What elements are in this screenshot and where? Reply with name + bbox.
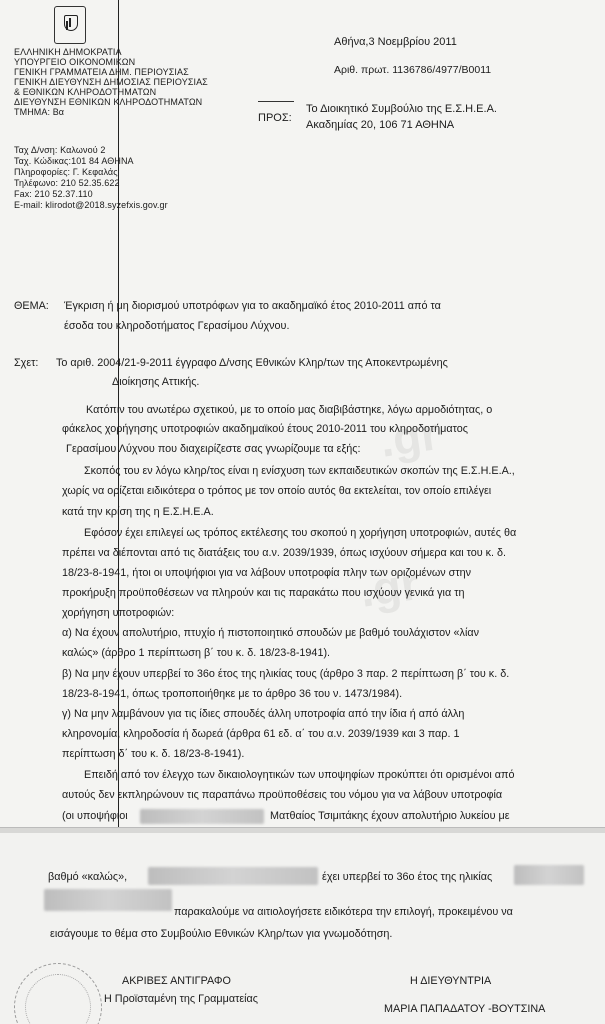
sign-right-title: Η ΔΙΕΥΘΥΝΤΡΙΑ [410, 975, 492, 987]
related-line-2: Διοίκησης Αττικής. [112, 376, 200, 388]
redaction-blur [514, 865, 584, 885]
recipient-label: ΠΡΟΣ: [258, 112, 292, 124]
sign-left-subtitle: Η Προϊσταμένη της Γραμματείας [104, 993, 259, 1005]
sign-right-name: ΜΑΡΙΑ ΠΑΠΑΔΑΤΟΥ -ΒΟΥΤΣΙΝΑ [384, 1003, 546, 1015]
page2-line-1-start: βαθμό «καλώς», [48, 871, 128, 883]
header-line: & ΕΘΝΙΚΩΝ ΚΛΗΡΟΔΟΤΗΜΑΤΩΝ [14, 87, 157, 97]
body-line: 18/23-8-1941, ήτοι οι υποψήφιοι για να λάβουν υποτροφία πλην των οριζομένων στην [62, 567, 472, 579]
watermark: .gr [356, 557, 423, 617]
body-line: Επειδή από τον έλεγχο των δικαιολογητικών των υποψηφίων προκύπτει ότι ορισμένοι από [84, 769, 515, 781]
body-line: κληρονομία, κληροδοσία ή δωρεά (άρθρα 61 εδ. α΄ του α.ν. 2039/1939 και 3 παρ. 1 [62, 728, 460, 740]
body-line: καλώς» (άρθρο 1 περίπτωση β΄ του κ. δ. 18/23-8-1941). [62, 647, 331, 659]
body-line: γ) Να μην λαμβάνουν για τις ίδιες σπουδές άλλη υποτροφία από την ίδια ή από άλλη [62, 708, 465, 720]
body-line: πρέπει να διέπονται από τις διατάξεις του α.ν. 2039/1939, όπως ισχύουν σήμερα και του κ. δ. [62, 547, 507, 559]
body-line: Κατόπιν του ανωτέρω σχετικού, με το οποίο μας διαβιβάστηκε, λόγω αρμοδιότητας, ο [86, 404, 493, 416]
body-line: Εφόσον έχει επιλεγεί ως τρόπος εκτέλεσης του σκοπού η χορήγηση υποτροφιών, αυτές θα [84, 527, 517, 539]
page2-line-1-end: έχει υπερβεί το 36ο έτος της ηλικίας [322, 871, 493, 883]
redacted-line-start: (οι υποψήφιοι [62, 810, 128, 822]
contact-line: Τηλέφωνο: 210 52.35.622 [14, 178, 120, 188]
contact-line: Ταχ. Κώδικας:101 84 ΑΘΗΝΑ [14, 156, 134, 166]
recipient-line-2: Ακαδημίας 20, 106 71 ΑΘΗΝΑ [306, 119, 455, 131]
body-line: Γερασίμου Λύχνου που διαχειρίζεστε σας γνωρίζουμε τα εξής: [66, 443, 361, 455]
body-line: α) Να έχουν απολυτήριο, πτυχίο ή πιστοποιητικό σπουδών με βαθμό τουλάχιστον «λίαν [62, 627, 479, 639]
redacted-line-end: Ματθαίος Τσιμιτάκης έχουν απολυτήριο λυκείου με [270, 810, 510, 822]
sign-left-title: ΑΚΡΙΒΕΣ ΑΝΤΙΓΡΑΦΟ [122, 975, 231, 987]
greek-emblem-icon [54, 6, 86, 44]
watermark: .gr [376, 407, 443, 467]
body-line: φάκελος χορήγησης υποτροφιών ακαδημαϊκού έτους 2010-2011 του κληροδοτήματος [62, 423, 468, 435]
subject-line-1: Έγκριση ή μη διορισμού υποτρόφων για το ακαδημαϊκό έτος 2010-2011 από τα [64, 300, 441, 312]
body-line: Σκοπός του εν λόγω κληρ/τος είναι η ενίσχυση των εκπαιδευτικών σκοπών της Ε.Σ.Η.Ε.Α., [84, 465, 515, 477]
protocol-number: Αριθ. πρωτ. 1136786/4977/Β0011 [334, 64, 492, 76]
body-line: προκήρυξη προϋποθέσεων να πληρούν και τις παρακάτω που ισχύουν γενικά για τη [62, 587, 465, 599]
page2-line-3: εισάγουμε το θέμα στο Συμβούλιο Εθνικών Κληρ/των για γνωμοδότηση. [50, 928, 393, 940]
header-line: ΤΜΗΜΑ: Βα [14, 107, 65, 117]
header-line: ΕΛΛΗΝΙΚΗ ΔΗΜΟΚΡΑΤΙΑ [14, 47, 122, 57]
document-page-2 [0, 833, 605, 1024]
redaction-blur [148, 867, 318, 885]
body-line: περίπτωση δ΄ του κ. δ. 18/23-8-1941). [62, 748, 245, 760]
subject-label: ΘΕΜΑ: [14, 300, 49, 312]
subject-line-2: έσοδα του κληροδοτήματος Γερασίμου Λύχνου. [64, 320, 290, 332]
contact-line: Ταχ Δ/νση: Καλωνού 2 [14, 145, 106, 155]
body-line: 18/23-8-1941, όπως τροποποιήθηκε με το άρθρο 36 του ν. 1473/1984). [62, 688, 403, 700]
header-line: ΥΠΟΥΡΓΕΙΟ ΟΙΚΟΝΟΜΙΚΩΝ [14, 57, 136, 67]
document-date: Αθήνα,3 Νοεμβρίου 2011 [334, 36, 457, 48]
header-line: ΓΕΝΙΚΗ ΓΡΑΜΜΑΤΕΙΑ ΔΗΜ. ΠΕΡΙΟΥΣΙΑΣ [14, 67, 189, 77]
official-stamp [14, 963, 102, 1024]
redaction-blur [44, 889, 172, 911]
recipient-line-1: Το Διοικητικό Συμβούλιο της Ε.Σ.Η.Ε.Α. [306, 103, 497, 115]
body-line: χορήγηση υποτροφιών: [62, 607, 175, 619]
related-line-1: Το αριθ. 2004/21-9-2011 έγγραφο Δ/νσης Εθνικών Κληρ/των της Αποκεντρωμένης [56, 357, 448, 369]
contact-line: Πληροφορίες: Γ. Κεφαλάς [14, 167, 118, 177]
body-line: κατά την κρίση της η Ε.Σ.Η.Ε.Α. [62, 506, 214, 518]
redaction-blur [140, 809, 264, 824]
body-line: χωρίς να ορίζεται ειδικότερα ο τρόπος με τον οποίο αυτός θα εκτελείται, τον οποίο επιλέγει [62, 485, 492, 497]
header-line: ΓΕΝΙΚΗ ΔΙΕΥΘΥΝΣΗ ΔΗΜΟΣΙΑΣ ΠΕΡΙΟΥΣΙΑΣ [14, 77, 208, 87]
contact-line: Fax: 210 52.37.110 [14, 189, 93, 199]
header-line: ΔΙΕΥΘΥΝΣΗ ΕΘΝΙΚΩΝ ΚΛΗΡΟΔΟΤΗΜΑΤΩΝ [14, 97, 203, 107]
page2-line-2-end: παρακαλούμε να αιτιολογήσετε ειδικότερα την επιλογή, προκειμένου να [174, 906, 513, 918]
related-label: Σχετ: [14, 357, 39, 369]
body-line: αυτούς δεν εκπληρώνουν τις παραπάνω προϋποθέσεις του νόμου για να λάβουν υποτροφία [62, 789, 503, 801]
body-line: β) Να μην έχουν υπερβεί το 36ο έτος της ηλικίας τους (άρθρο 3 παρ. 2 περίπτωση β΄ του κ. δ. [62, 668, 510, 680]
contact-email: E-mail: klirodot@2018.syzefxis.gov.gr [14, 200, 168, 210]
